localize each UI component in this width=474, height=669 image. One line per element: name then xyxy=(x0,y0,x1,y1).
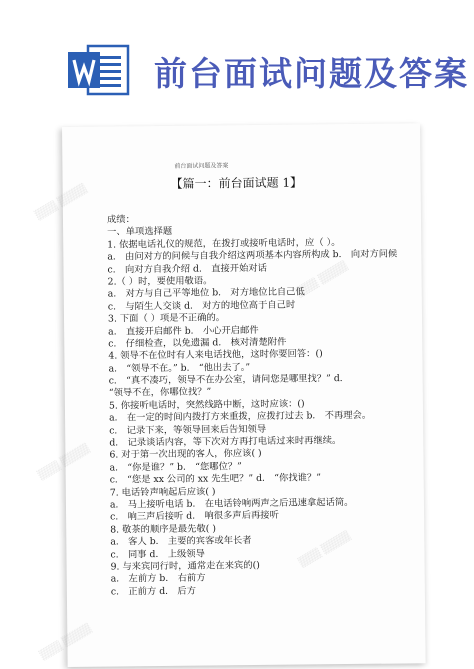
document-line: a． 由问对方的问候与自我介绍这两项基本内容所构成 b． 向对方问候 xyxy=(107,248,398,263)
document-line: a． “你是谁？” b． “您哪位？” xyxy=(109,460,242,474)
banner xyxy=(0,0,474,120)
document-title: 【篇一：前台面试题 1】 xyxy=(170,175,303,191)
document-line: c． 正前方 d． 后方 xyxy=(110,585,197,598)
document-line: c． 记录下来，等领导回来后告知领导 xyxy=(109,423,267,437)
document-line: c． 与陌生人交谈 d． 对方的地位高于自己时 xyxy=(107,299,296,313)
document-line: d． 记录谈话内容，等下次对方再打电话过来时再继续。 xyxy=(109,435,342,449)
running-header: 前台面试问题及答案 xyxy=(174,162,229,170)
document-line: c． 仔细检查，以免遗漏 d． 核对清楚附件 xyxy=(108,336,287,350)
watermark: ▒▒▒ ▒▒▒▒ xyxy=(294,260,350,300)
document-line: 5. 你接听电话时，突然线路中断，这时应该：() xyxy=(108,398,305,412)
document-line: a． 对方与自己平等地位 b． 对方地位比自己低 xyxy=(107,286,305,300)
document-line: 7. 电话铃声响起后应该( ) xyxy=(109,486,216,499)
document-page xyxy=(33,123,426,667)
document-line: 4. 领导不在位时有人来电话找他，这时你要回答：() xyxy=(108,348,323,362)
document-line: c． “真不凑巧，领导不在办公室，请问您是哪里找？” d． xyxy=(108,373,350,387)
document-line: “领导不在，你哪位找？” xyxy=(108,386,212,399)
document-line: 3. 下面（ ）项是不正确的。 xyxy=(107,312,226,325)
document-line: a． “领导不在。” b． “他出去了。” xyxy=(108,361,251,375)
word-document-icon xyxy=(66,44,132,96)
document-line: c． 响三声后接听 d． 响很多声后再接听 xyxy=(110,510,279,523)
document-line: 一、单项选择题 xyxy=(107,226,173,238)
watermark: ▒▒▒ ▒▒▒▒ xyxy=(297,530,353,570)
document-line: 9. 与来宾同行时，通常走在来宾的() xyxy=(110,559,260,573)
document-line: c． 同事 d． 上级领导 xyxy=(110,548,205,561)
banner-title: 前台面试问题及答案 xyxy=(154,54,469,93)
document-line: c． 向对方自我介绍 d． 直接开始对话 xyxy=(107,262,268,276)
document-line: c． “您是 xx 公司的 xx 先生吧？” d． “你找谁？” xyxy=(109,472,322,486)
watermark: ▒▒▒ ▒▒▒▒ xyxy=(38,623,94,662)
document-line: 2.（ ）时，要使用敬语。 xyxy=(107,275,213,288)
document-line: a． 直接开启邮件 b． 小心开启邮件 xyxy=(108,324,259,338)
document-line: a． 在一定的时间内拨打方来重拨，应拨打过去 b． 不再理会。 xyxy=(108,410,372,424)
document-line: 1. 依据电话礼仪的规范，在拨打或接听电话时，应（ ）。 xyxy=(107,236,341,251)
document-line: a． 马上接听电话 b． 在电话铃响两声之后迅速拿起话筒。 xyxy=(109,496,354,511)
document-line: 成绩： xyxy=(106,214,135,226)
document-line: a． 客人 b． 主要的宾客或年长者 xyxy=(110,535,252,548)
document-body xyxy=(107,211,416,598)
document-line: a． 左前方 b． 右前方 xyxy=(110,572,206,585)
watermark: ▒▒▒ ▒▒▒▒ xyxy=(36,443,92,482)
watermark: ▒▒▒ ▒▒▒▒ xyxy=(33,183,89,222)
document-line: 6. 对于第一次出现的客人，你应该( ) xyxy=(109,448,262,461)
document-line: 8. 敬茶的顺序是最先敬( ) xyxy=(110,523,216,536)
